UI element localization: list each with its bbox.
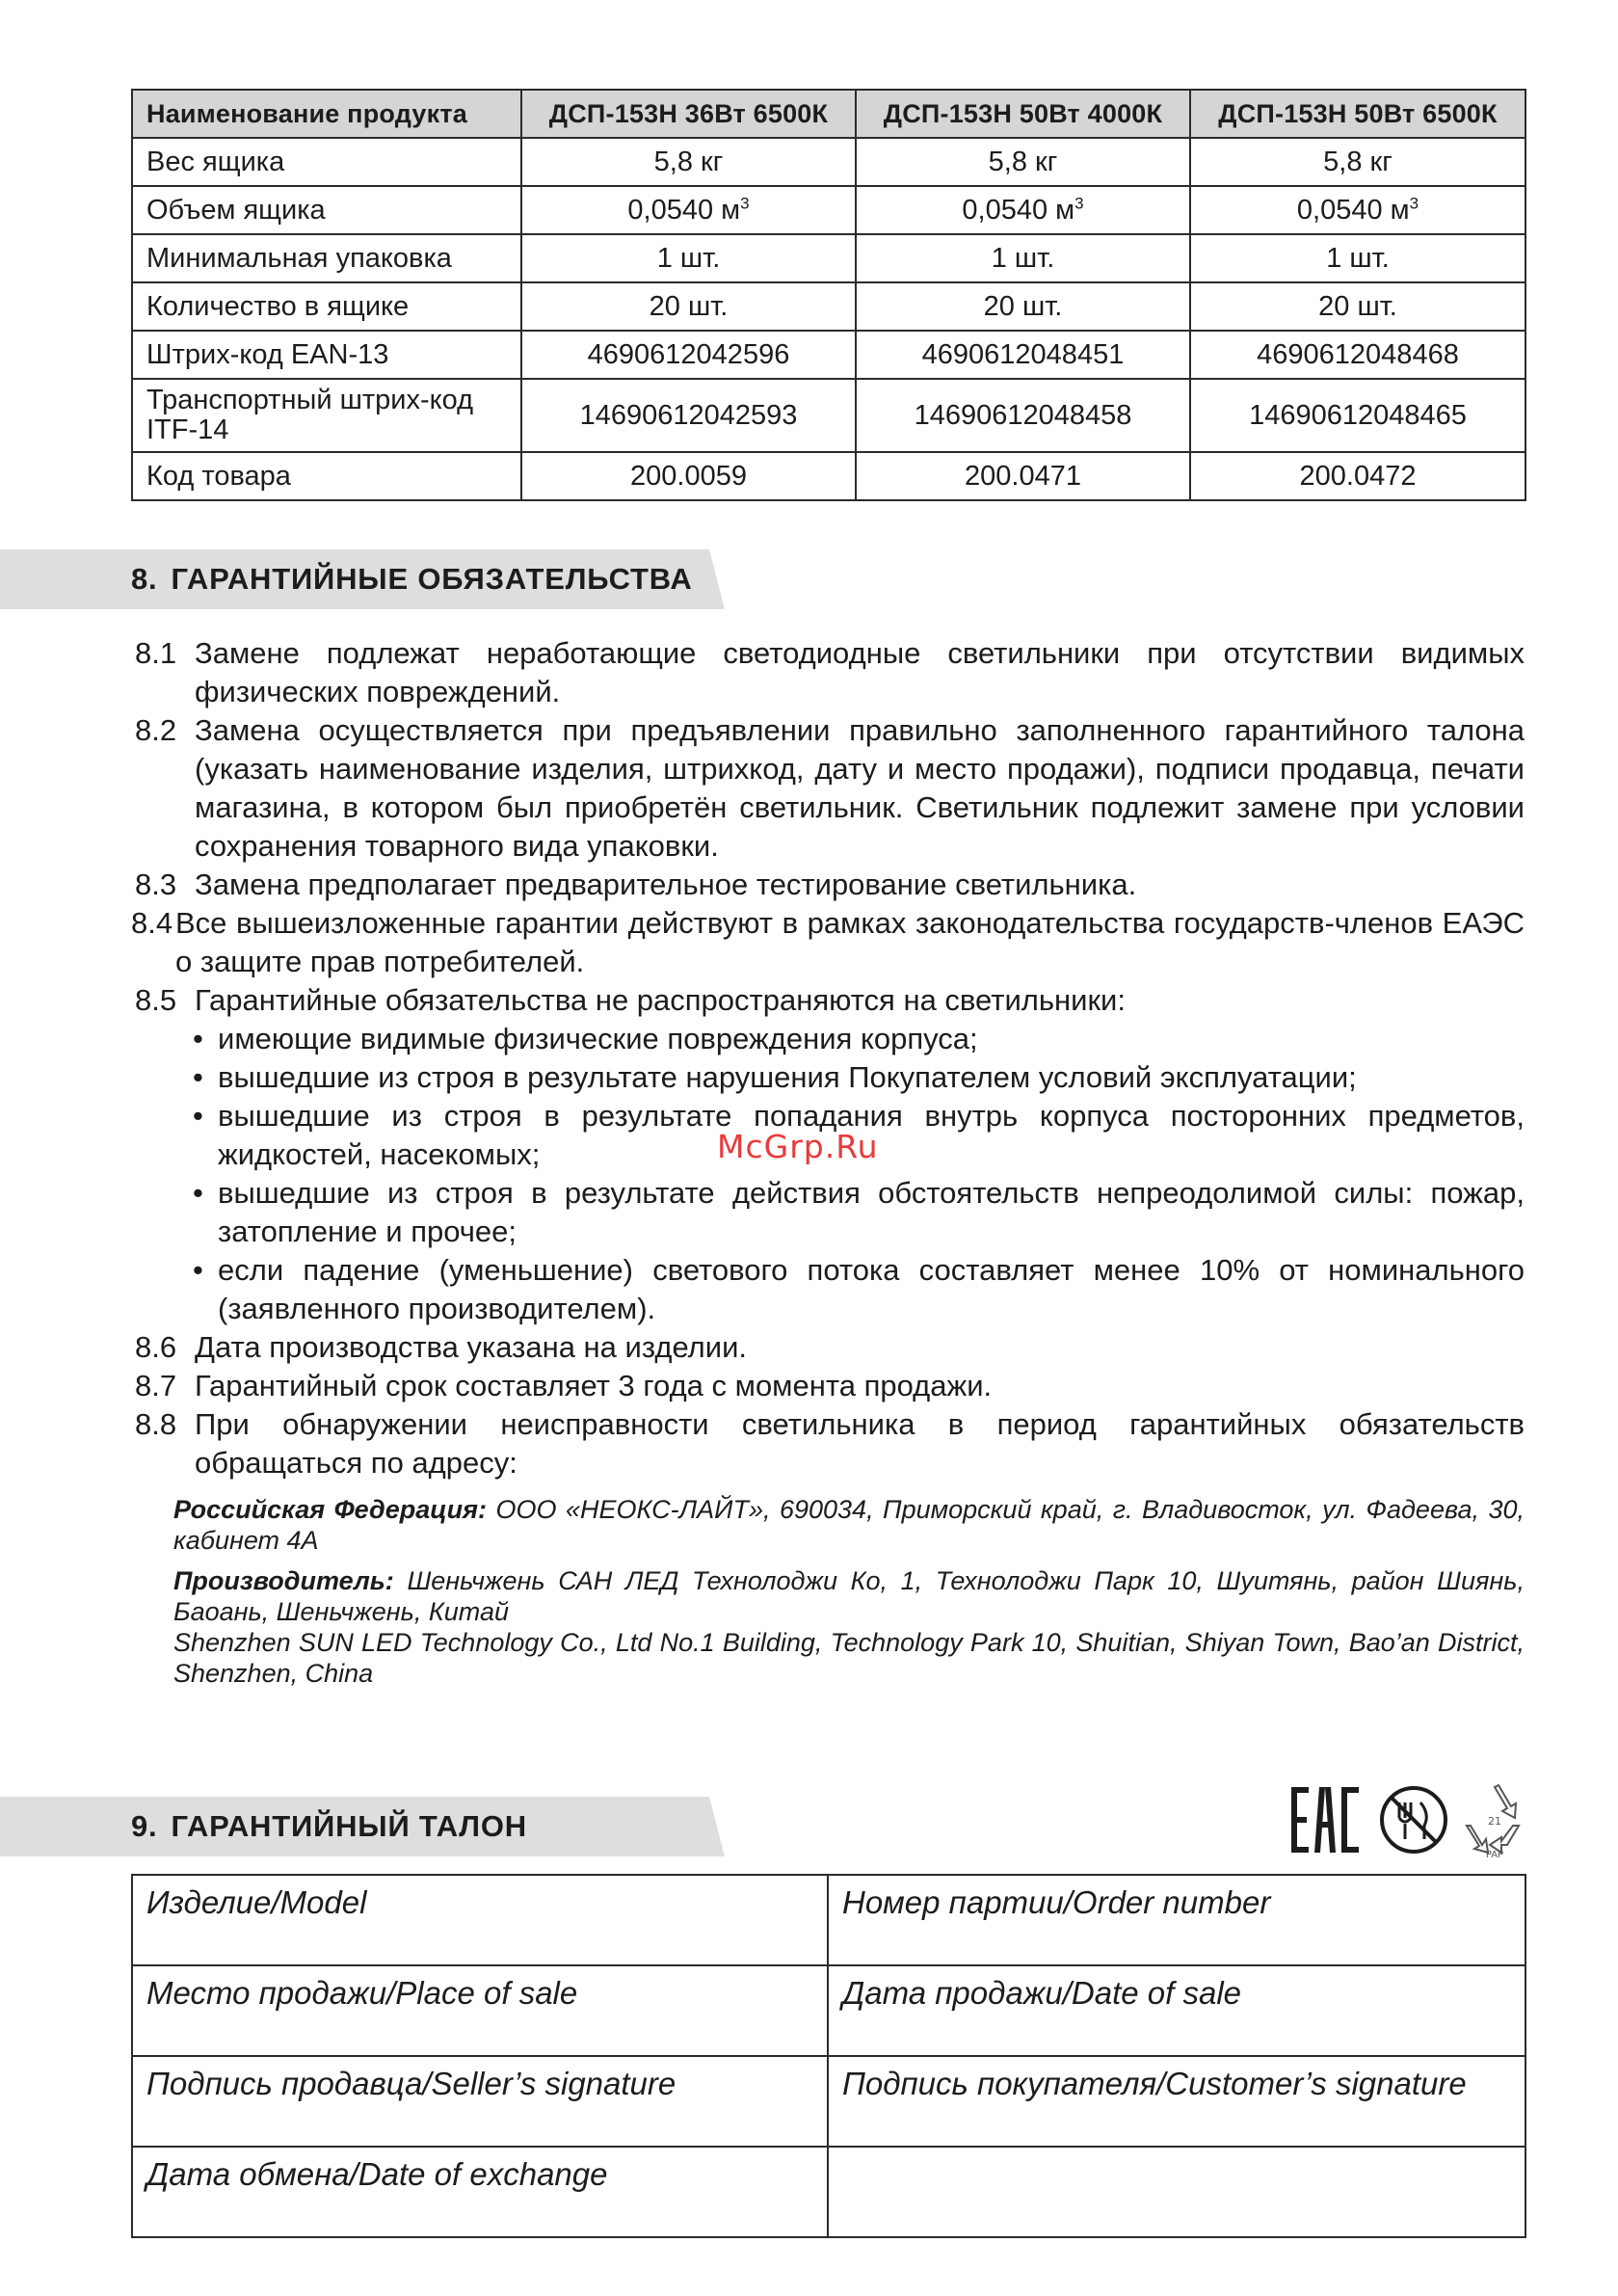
item-number: 8.6 (135, 1330, 177, 1364)
spec-header-cell: ДСП-153Н 50Вт 6500К (1190, 90, 1525, 138)
item-number: 8.4 (131, 906, 173, 940)
recycle-icon (1463, 1781, 1526, 1858)
table-row (132, 2056, 1525, 2147)
bullet-text: вышедшие из строя в результате попадания внутрь корпуса посторонних предметов, жидкостей, насекомых; (218, 1099, 1525, 1171)
unit-superscript: 3 (740, 193, 750, 212)
contact-label: Российская Федерация: (173, 1495, 488, 1524)
item-number: 8.3 (135, 868, 177, 901)
spec-row-label-line: ITF-14 (146, 414, 229, 445)
section-8-title (131, 549, 693, 609)
spec-row-label-line: Транспортный штрих-код (146, 385, 474, 415)
list-item (193, 1251, 1525, 1328)
bullet-text: вышедшие из строя в результате нарушения Покупателем условий эксплуатации; (218, 1060, 1357, 1094)
unit-superscript: 3 (1074, 193, 1084, 212)
warranty-field[interactable]: Дата продажи/Date of sale (828, 1965, 1525, 2056)
warranty-field[interactable]: Номер партии/Order number (828, 1875, 1525, 1965)
section-9-title (131, 1797, 527, 1856)
item-number: 8.1 (135, 636, 177, 670)
bullet-icon: • (193, 1060, 203, 1094)
spec-cell: 200.0472 (1190, 452, 1525, 500)
warranty-field[interactable]: Подпись продавца/Seller’s signature (132, 2056, 828, 2147)
spec-value: 0,0540 м (627, 194, 741, 226)
spec-cell (1190, 186, 1525, 234)
section-title-text: ГАРАНТИЙНЫЙ ТАЛОН (171, 1809, 527, 1843)
warranty-item (131, 634, 1525, 711)
section-number: 9. (131, 1809, 158, 1843)
spec-cell: 1 шт. (1190, 234, 1525, 282)
item-text: Дата производства указана на изделии. (195, 1330, 748, 1364)
list-item (193, 1020, 1525, 1058)
spec-cell: 4690612048468 (1190, 331, 1525, 379)
spec-header-cell: ДСП-153Н 36Вт 6500К (521, 90, 856, 138)
warranty-field[interactable] (828, 2147, 1525, 2237)
warranty-field[interactable]: Дата обмена/Date of exchange (132, 2147, 828, 2237)
item-number: 8.5 (135, 983, 177, 1017)
warranty-item (131, 1328, 1525, 1367)
warranty-field[interactable]: Подпись покупателя/Customer’s signature (828, 2056, 1525, 2147)
contact-label: Производитель: (173, 1566, 394, 1595)
spec-row-label (132, 379, 521, 452)
contact-block-maker (173, 1565, 1525, 1689)
not-for-food-icon (1376, 1781, 1451, 1858)
bullet-text: вышедшие из строя в результате действия обстоятельств непреодолимой силы: пожар, затопление и прочее; (218, 1176, 1525, 1248)
spec-cell: 20 шт. (521, 282, 856, 331)
spec-cell: 1 шт. (521, 234, 856, 282)
spec-cell: 5,8 кг (1190, 138, 1525, 186)
bullet-icon: • (193, 1022, 203, 1055)
list-item (193, 1058, 1525, 1097)
item-number: 8.7 (135, 1369, 177, 1402)
spec-row-label: Объем ящика (132, 186, 521, 234)
product-spec-table (131, 89, 1526, 501)
contact-text: ООО «НЕОКС-ЛАЙТ», 690034, Приморский край, г. Владивосток, ул. Фадеева, 30, кабинет 4А (173, 1495, 1525, 1555)
bullet-text: если падение (уменьшение) светового потока составляет менее 10% от номинального (заявленного производителем). (218, 1253, 1525, 1325)
spec-value: 0,0540 м (962, 194, 1075, 226)
bullet-icon: • (193, 1176, 203, 1210)
item-number: 8.2 (135, 713, 177, 747)
warranty-item (131, 1405, 1525, 1482)
item-text: Все вышеизложенные гарантии действуют в рамках законодательства государств-членов ЕАЭС о защите прав потребителей. (175, 906, 1525, 978)
warranty-item (131, 1367, 1525, 1405)
table-row (132, 1875, 1525, 1965)
table-row (132, 234, 1525, 282)
item-text: Замена предполагает предварительное тестирование светильника. (195, 868, 1137, 901)
spec-cell: 20 шт. (856, 282, 1190, 331)
spec-row-label: Штрих-код EAN-13 (132, 331, 521, 379)
contact-text: Шеньчжень САН ЛЕД Технолоджи Ко, 1, Технолоджи Парк 10, Шуитянь, район Шиянь, Баоань, Шеньчжень, Китай (173, 1566, 1525, 1626)
spec-cell: 5,8 кг (521, 138, 856, 186)
item-text: Замене подлежат неработающие светодиодные светильники при отсутствии видимых физических повреждений. (195, 636, 1525, 708)
table-row (132, 331, 1525, 379)
spec-cell: 4690612048451 (856, 331, 1190, 379)
item-number: 8.8 (135, 1407, 177, 1441)
bullet-icon: • (193, 1253, 203, 1287)
item-text: Гарантийные обязательства не распространяются на светильники: (195, 983, 1126, 1017)
spec-cell: 200.0059 (521, 452, 856, 500)
spec-row-label: Минимальная упаковка (132, 234, 521, 282)
item-text: Гарантийный срок составляет 3 года с момента продажи. (195, 1369, 993, 1402)
spec-cell: 20 шт. (1190, 282, 1525, 331)
spec-header-cell: ДСП-153Н 50Вт 4000К (856, 90, 1190, 138)
warranty-item (131, 904, 1525, 981)
warranty-field[interactable]: Место продажи/Place of sale (132, 1965, 828, 2056)
warranty-item (131, 711, 1525, 866)
spec-cell: 200.0471 (856, 452, 1190, 500)
list-item (193, 1174, 1525, 1251)
table-row (132, 452, 1525, 500)
item-text: При обнаружении неисправности светильника в период гарантийных обязательств обращаться по адресу: (195, 1407, 1525, 1480)
contact-text-en: Shenzhen SUN LED Technology Co., Ltd No.1 Building, Technology Park 10, Shuitian, Shiyan Town, Bao’an District, Shenzhen, China (173, 1628, 1525, 1688)
spec-header-row (132, 90, 1525, 138)
bullet-icon: • (193, 1099, 203, 1133)
table-row (132, 379, 1525, 452)
warranty-item (131, 981, 1525, 1020)
table-row (132, 2147, 1525, 2237)
section-title-text: ГАРАНТИЙНЫЕ ОБЯЗАТЕЛЬСТВА (171, 562, 693, 596)
recycle-label: PAP (1485, 1850, 1504, 1858)
spec-row-label: Вес ящика (132, 138, 521, 186)
section-number: 8. (131, 562, 158, 596)
item-text: Замена осуществляется при предъявлении правильно заполненного гарантийного талона (указать наименование изделия, штрихкод, дату и место продажи), подписи продавца, печати магазина, в котором был приобретён светильник. Светильник подлежит замене при условии сохранения товарного вида упаковки. (195, 713, 1525, 863)
spec-cell (856, 186, 1190, 234)
table-row (132, 282, 1525, 331)
spec-row-label: Код товара (132, 452, 521, 500)
spec-cell: 14690612042593 (521, 379, 856, 452)
table-row (132, 186, 1525, 234)
spec-cell: 4690612042596 (521, 331, 856, 379)
spec-row-label: Количество в ящике (132, 282, 521, 331)
table-row (132, 1965, 1525, 2056)
spec-cell (521, 186, 856, 234)
table-row (132, 138, 1525, 186)
spec-value: 0,0540 м (1296, 194, 1410, 226)
spec-cell: 5,8 кг (856, 138, 1190, 186)
unit-superscript: 3 (1409, 193, 1419, 212)
contact-block-rf (173, 1494, 1525, 1556)
warranty-item (131, 866, 1525, 904)
spec-cell: 14690612048465 (1190, 379, 1525, 452)
warranty-card-table (131, 1874, 1526, 2238)
spec-header-cell: Наименование продукта (132, 90, 521, 138)
eac-mark-icon (1291, 1781, 1361, 1858)
spec-cell: 1 шт. (856, 234, 1190, 282)
bullet-text: имеющие видимые физические повреждения корпуса; (218, 1022, 978, 1055)
warranty-field[interactable]: Изделие/Model (132, 1875, 828, 1965)
watermark: McGrp.Ru (717, 1128, 879, 1165)
recycle-code: 21 (1488, 1815, 1501, 1828)
spec-cell: 14690612048458 (856, 379, 1190, 452)
